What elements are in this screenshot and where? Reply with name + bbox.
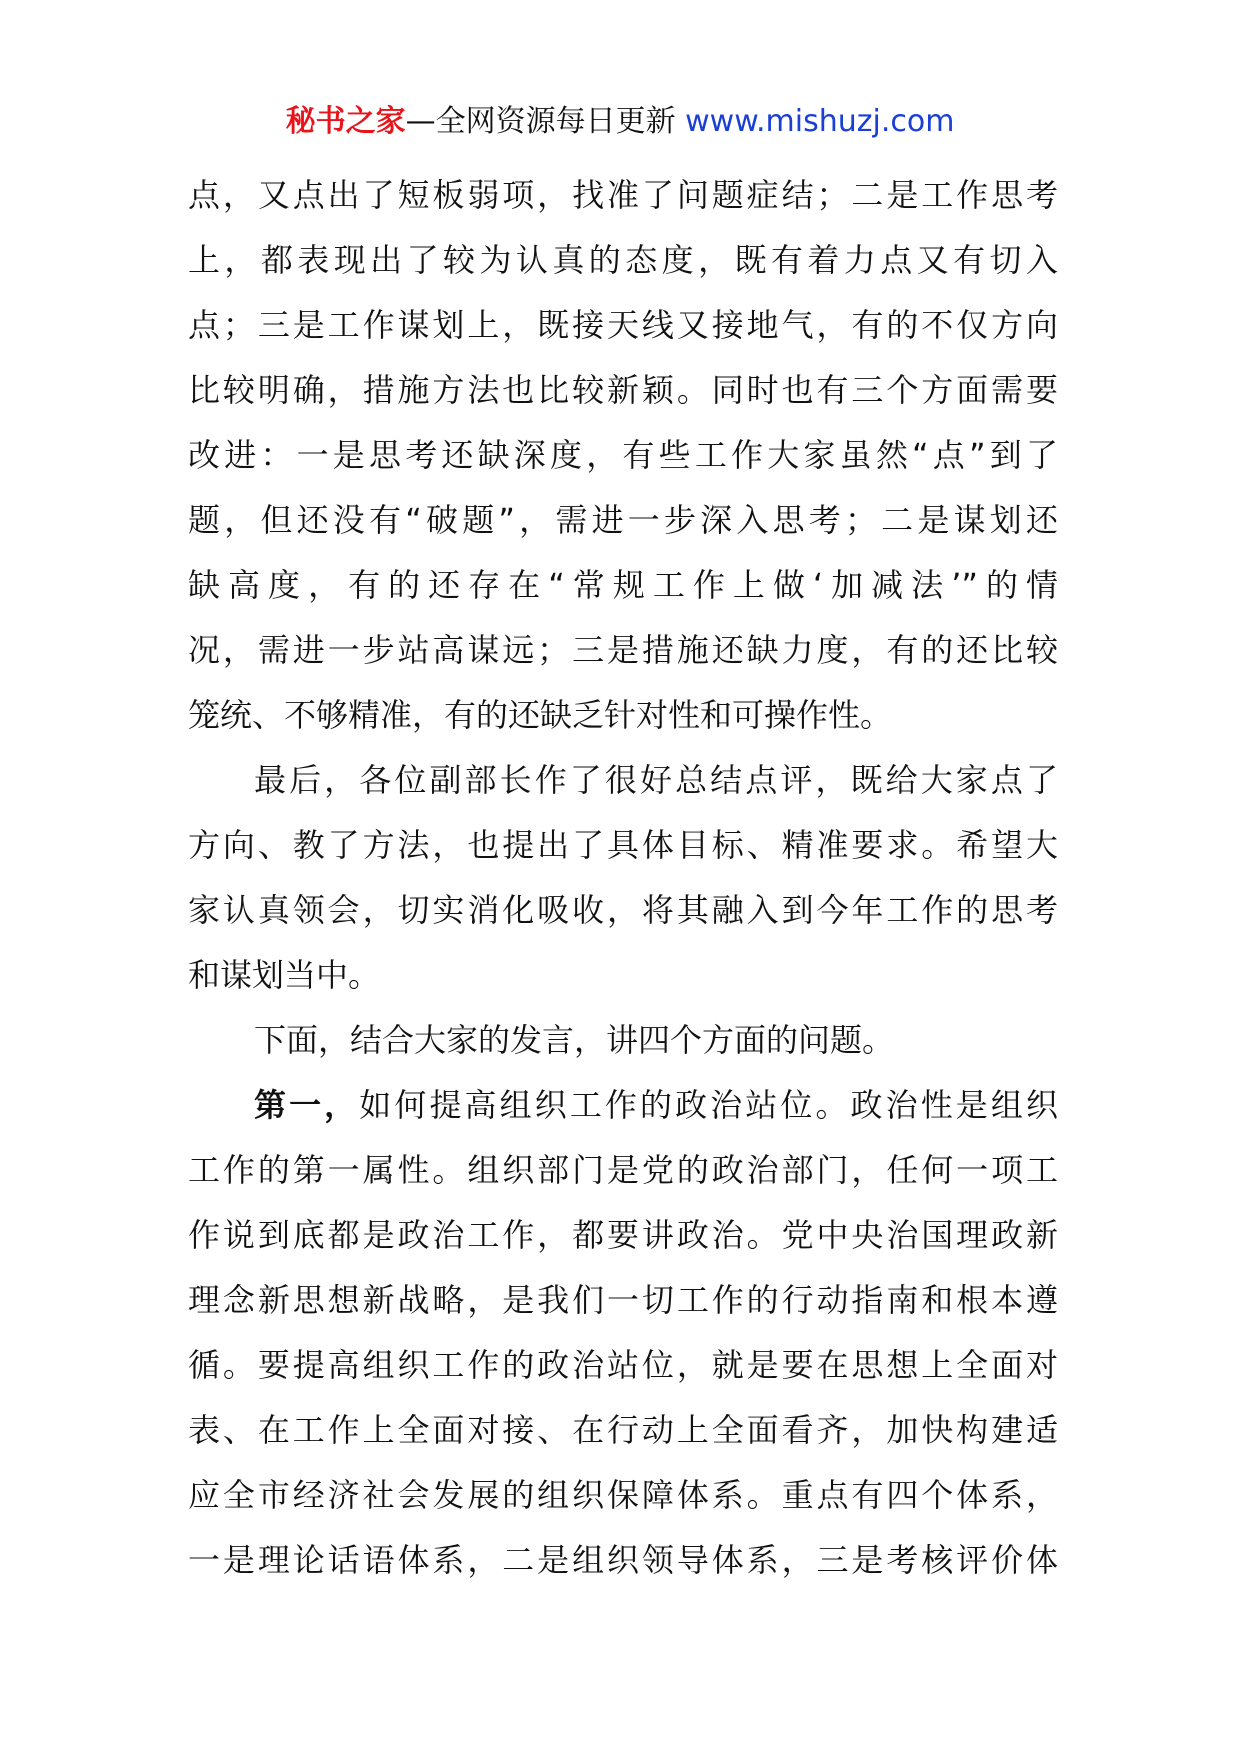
text-line: 工作的第一属性。组织部门是党的政治部门，任何一项工 — [188, 1151, 1058, 1189]
text-line: 题，但还没有“破题”，需进一步深入思考；二是谋划还 — [188, 501, 1058, 539]
text-line: 点；三是工作谋划上，既接天线又接地气，有的不仅方向 — [188, 306, 1058, 344]
text-line-rest: 如何提高组织工作的政治站位。政治性是组织 — [359, 1086, 1058, 1124]
text-line: 循。要提高组织工作的政治站位，就是要在思想上全面对 — [188, 1346, 1058, 1384]
text-line: 一是理论话语体系，二是组织领导体系，三是考核评价体 — [188, 1541, 1058, 1579]
text-line: 点，又点出了短板弱项，找准了问题症结；二是工作思考 — [188, 176, 1058, 214]
text-line: 应全市经济社会发展的组织保障体系。重点有四个体系， — [188, 1476, 1058, 1514]
text-line: 理念新思想新战略，是我们一切工作的行动指南和根本遵 — [188, 1281, 1058, 1319]
text-line: 方向、教了方法，也提出了具体目标、精准要求。希望大 — [188, 826, 1058, 864]
text-line: 表、在工作上全面对接、在行动上全面看齐，加快构建适 — [188, 1411, 1058, 1449]
site-header — [0, 100, 1240, 144]
site-tagline: —全网资源每日更新 — [405, 104, 676, 139]
text-line: 比较明确，措施方法也比较新颖。同时也有三个方面需要 — [188, 371, 1058, 409]
text-line: 最后，各位副部长作了很好总结点评，既给大家点了 — [254, 761, 1058, 799]
text-line: 笼统、不够精准，有的还缺乏针对性和可操作性。 — [188, 696, 893, 734]
text-line: 作说到底都是政治工作，都要讲政治。党中央治国理政新 — [188, 1216, 1058, 1254]
text-line: 况，需进一步站高谋远；三是措施还缺力度，有的还比较 — [188, 631, 1058, 669]
text-line: 上，都表现出了较为认真的态度，既有着力点又有切入 — [188, 241, 1058, 279]
text-line: 下面，结合大家的发言，讲四个方面的问题。 — [254, 1021, 895, 1059]
text-line: 改进：一是思考还缺深度，有些工作大家虽然“点”到了 — [188, 436, 1058, 474]
text-line: 家认真领会，切实消化吸收，将其融入到今年工作的思考 — [188, 891, 1058, 929]
section-lead: 第一， — [254, 1086, 360, 1124]
text-line: 和谋划当中。 — [188, 956, 381, 994]
site-url-link[interactable]: www.mishuzj.com — [685, 104, 955, 139]
document-body — [188, 163, 1058, 1593]
text-line-with-heading — [188, 1073, 1058, 1138]
text-line: 缺高度，有的还存在“常规工作上做‘加减法’”的情 — [188, 566, 1058, 604]
site-brand: 秘书之家 — [285, 104, 406, 139]
